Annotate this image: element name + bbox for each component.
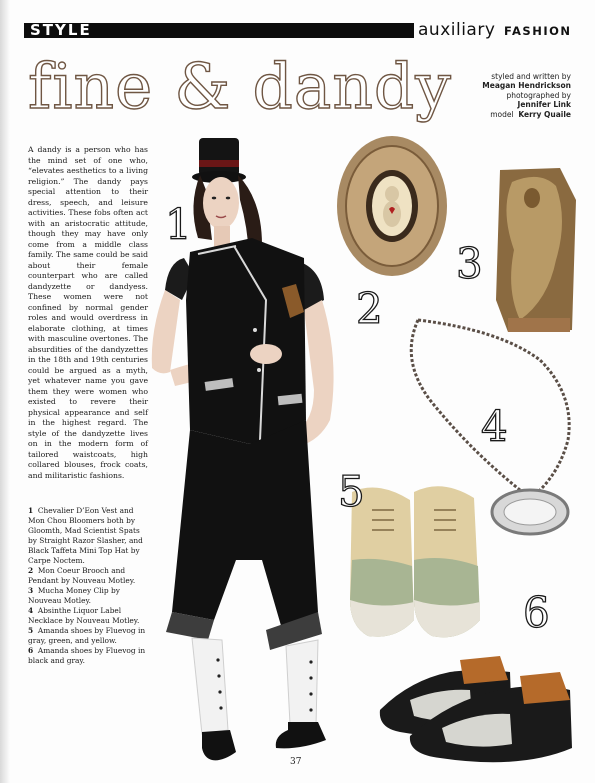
caption-item: 6 Amanda shoes by Fluevog in black and gray. [28, 646, 146, 665]
styled-name: Meagan Hendrickson [482, 81, 571, 91]
money-clip-photo [496, 168, 576, 332]
figure-number-1: 1 [165, 200, 192, 249]
article-body: A dandy is a person who has the mind set of one who, “elevates aesthetics to a living religion.” The dandy pays special attention to their dress, speech, and leisure activities. These fobs often act with an aristocratic attitude, though they may have only come from a middle class family. The same could be said about their female counterpart who are called dandyzette or dandyess. These women were not confined by normal gender roles and would overdress in elaborate clothing, at times with masculine overtones. The absurdities of the dandyzettes in the 18th and 19th centuries could be argued as a myth, yet whatever name you gave them they were women who existed to revere their physical appearance and self in the highest regard. The style of the dandyzette lives on in the modern form of tailored waistcoats, high collared blouses, frock coats, and militaristic fashions. [28, 145, 148, 480]
section-name: FASHION [504, 24, 572, 38]
figure-number-6: 6 [523, 588, 550, 637]
figure-number-3: 3 [456, 239, 483, 288]
section-tag: STYLE [30, 21, 92, 39]
photo-label: photographed by [506, 90, 571, 100]
caption-item: 1 Chevalier D’Eon Vest and Mon Chou Bloomers both by Gloomth, Mad Scientist Spats by Straight Razor Slasher, and Black Taffeta Mini Top Hat by Carpe Noctem. [28, 506, 143, 565]
green-shoes-photo [350, 486, 480, 637]
model-name: Kerry Quaile [518, 109, 571, 119]
caption-item: 3 Mucha Money Clip by Nouveau Motley. [28, 586, 120, 605]
caption-item: 2 Mon Coeur Brooch and Pendant by Nouveau Motley. [28, 566, 136, 585]
magazine-brand: auxiliary [418, 20, 496, 40]
photo-name: Jennifer Link [517, 100, 571, 110]
caption-item: 4 Absinthe Liquor Label Necklace by Nouveau Motley. [28, 606, 140, 625]
brooch-photo [337, 136, 447, 276]
figure-number-5: 5 [338, 467, 365, 516]
figure-number-4: 4 [481, 402, 508, 451]
styled-label: styled and written by [491, 72, 571, 81]
black-shoes-photo [380, 656, 572, 762]
caption-item: 5 Amanda shoes by Fluevog in gray, green, and yellow. [28, 626, 146, 645]
model-label: model [490, 109, 514, 119]
page-title: fine & dandy [28, 50, 452, 123]
page-number: 37 [290, 757, 302, 767]
figure-number-2: 2 [356, 284, 383, 333]
